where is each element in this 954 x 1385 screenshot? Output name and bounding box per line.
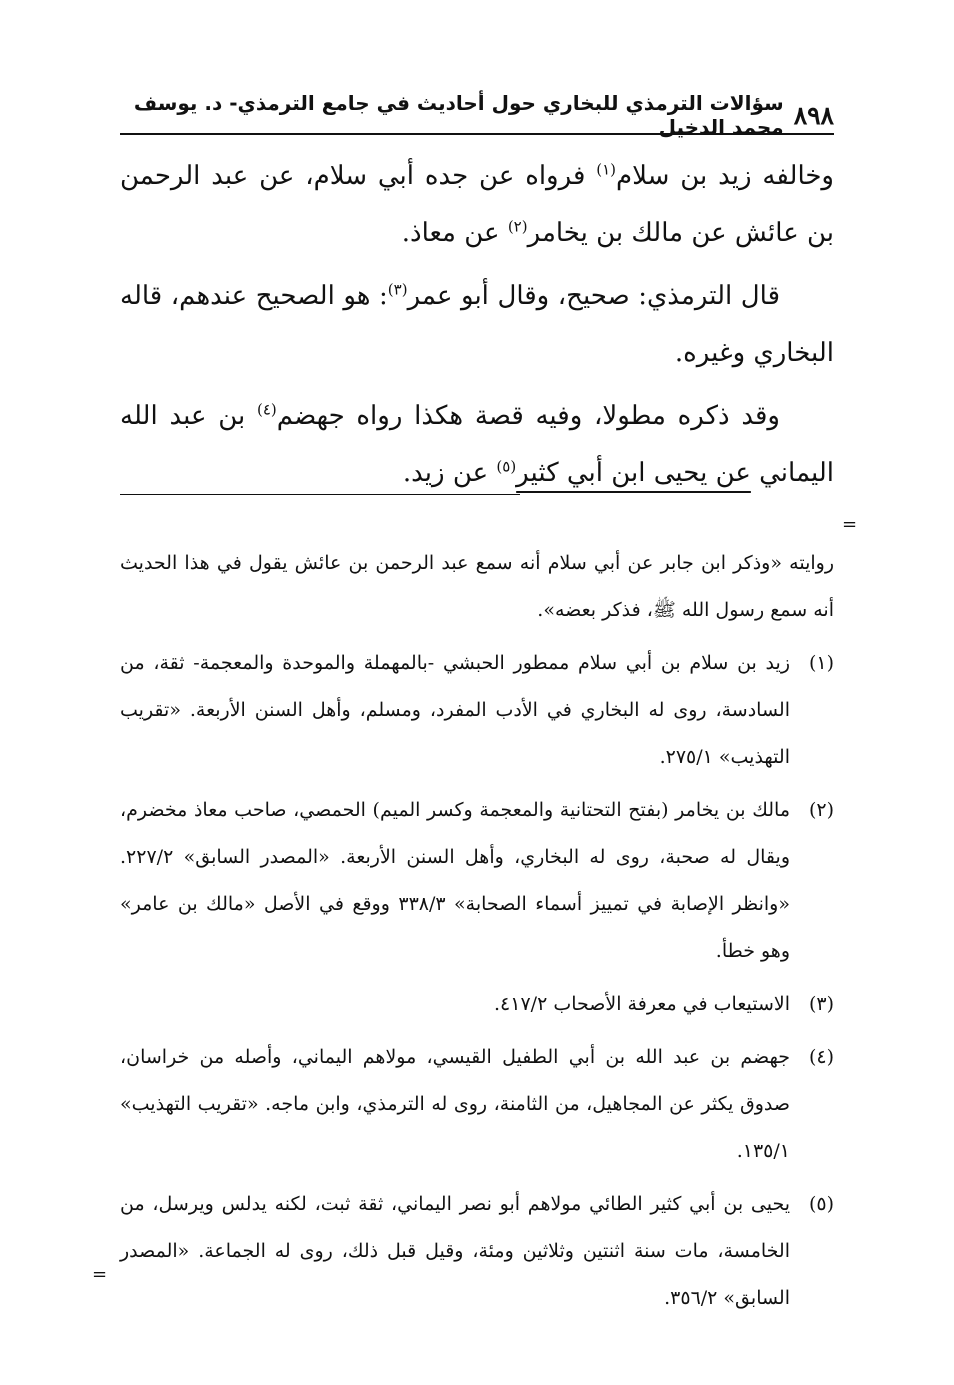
footnote-1 (120, 640, 834, 781)
footnote-text: جهضم بن عبد الله بن أبي الطفيل القيسي، مولاهم اليماني، وأصله من خراسان، صدوق يكثر عن المجاهيل، من الثامنة، روى له الترمذي، وابن ماجه. «تقريب التهذيب» ١٣٥/١. (120, 1046, 790, 1162)
header-rule (120, 133, 834, 135)
footnote-4 (120, 1034, 834, 1175)
footnote-5 (120, 1181, 834, 1322)
footnote-ref-3[interactable]: (٣) (387, 280, 408, 299)
footnote-text: زيد بن سلام بن أبي سلام ممطور الحبشي -بالمهملة والموحدة والمعجمة- ثقة، من السادسة، روى له البخاري في الأدب المفرد، ومسلم، وأهل السنن الأربعة. «تقريب التهذيب» ٢٧٥/١. (120, 652, 790, 768)
text-run: فرواه عن جده أبي سلام، عن عبد الرحمن بن عائش عن مالك بن يخامر (120, 161, 834, 248)
main-paragraph-1 (120, 148, 834, 262)
text-run: عن معاذ. (401, 218, 508, 248)
footnote-number: (٣) (808, 993, 834, 1015)
footnote-text: يحيى بن أبي كثير الطائي مولاهم أبو نصر اليماني، ثقة ثبت، لكنه يدلس ويرسل، من الخامسة، مات سنة اثنتين وثلاثين ومئة، وقيل قبل ذلك، روى له الجماعة. «المصدر السابق» ٣٥٦/٢. (120, 1193, 790, 1309)
footnote-text: مالك بن يخامر (بفتح التحتانية والمعجمة وكسر الميم) الحمصي، صاحب معاذ مخضرم، ويقال له صحبة، روى له البخاري، وأهل السنن الأربعة. «المصدر السابق» ٢٢٧/٢. «وانظر الإصابة في تمييز أسماء الصحابة» ٣٣٨/٣ ووقع في الأصل «مالك بن عامر» وهو خطأ. (120, 799, 790, 962)
footnote-number: (٤) (808, 1046, 834, 1068)
continuation-mark-bottom: = (92, 1264, 108, 1285)
footnote-number: (٥) (808, 1193, 834, 1215)
footnote-number: (٢) (808, 799, 834, 821)
footnote-carryover: روايته «وذكر ابن جابر عن أبي سلام أنه سمع عبد الرحمن بن عائش يقول في هذا الحديث أنه سمع رسول الله ﷺ، فذكر بعضه». (120, 552, 834, 621)
footnote-ref-2[interactable]: (٢) (507, 217, 528, 236)
footnote-3 (120, 981, 834, 1028)
page-number: ٨٩٨ (793, 100, 834, 130)
main-text (120, 148, 834, 508)
footnotes (120, 540, 834, 1328)
underlined-text: عن يحيى ابن أبي كثير (516, 458, 751, 488)
footnote-ref-5[interactable]: (٥) (496, 457, 517, 476)
footnote-separator (120, 494, 520, 495)
main-paragraph-2 (120, 268, 834, 382)
text-run: وخالفه زيد بن سلام (616, 161, 834, 191)
running-title: سؤالات الترمذي للبخاري حول أحاديث في جامع الترمذي- د. يوسف محمد الدخيل (133, 91, 784, 139)
footnote-2 (120, 787, 834, 975)
main-paragraph-3 (120, 388, 834, 502)
footnote-text: الاستيعاب في معرفة الأصحاب ٤١٧/٢. (494, 993, 790, 1015)
page-header (120, 91, 834, 139)
footnote-ref-4[interactable]: (٤) (256, 400, 277, 419)
text-run: عن زيد. (402, 458, 497, 488)
text-run: قال الترمذي: صحيح، وقال أبو عمر (407, 281, 780, 311)
footnote-ref-1[interactable]: (١) (596, 160, 617, 179)
text-run: : هو الصحيح عندهم، قاله البخاري وغيره. (120, 281, 834, 368)
footnote-number: (١) (808, 652, 834, 674)
continuation-mark-top: = (842, 514, 858, 535)
text-run: بن عبد الله اليماني (120, 401, 834, 488)
text-run: وقد ذكره مطولا، وفيه قصة هكذا رواه جهضم (276, 401, 780, 431)
